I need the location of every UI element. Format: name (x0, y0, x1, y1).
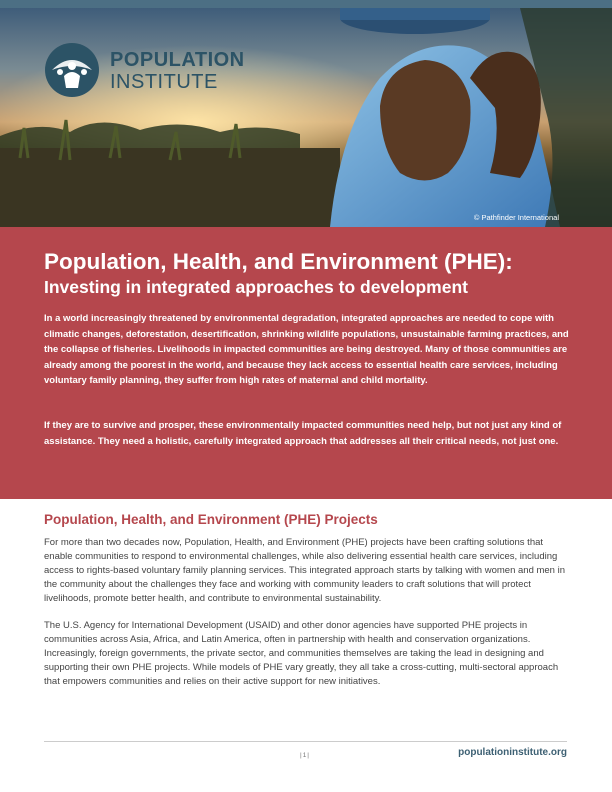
footer-divider (44, 741, 567, 742)
top-color-strip (0, 0, 612, 8)
logo-text-institute: INSTITUTE (110, 71, 218, 93)
intro-paragraph-1: In a world increasingly threatened by environmental degradation, integrated approaches are needed to cope with climatic changes, deforestation, desertification, shrinking wildlife populations, unsustainable farming practices, and the collapse of fisheries. Livelihoods in impacted communities are being destroyed. Many of those communities are already among the poorest in the world, and because they lack access to essential health care services, including voluntary family planning, they suffer from high rates of maternal and child mortality. (44, 313, 569, 387)
page-subtitle: Investing in integrated approaches to development (44, 277, 468, 297)
population-institute-logo-mark (44, 42, 100, 98)
footer-website-link[interactable]: populationinstitute.org (458, 747, 567, 758)
population-institute-logo[interactable] (44, 42, 264, 102)
section-heading: Population, Health, and Environment (PHE) Projects (44, 512, 378, 527)
body-paragraph-2: The U.S. Agency for International Development (USAID) and other donor agencies have supported PHE projects in communities across Asia, Africa, and Latin America, often in partnership with health and conservation organizations. Increasingly, foreign governments, the private sector, and communities themselves are taking the lead in designing and supporting their own PHE projects. While models of PHE vary greatly, they all take a cross-cutting, multi-sectoral approach that empowers communities and relies on their active support for new initiatives. (44, 620, 559, 687)
page-number: |1| (300, 752, 310, 759)
intro-paragraph-2: If they are to survive and prosper, these environmentally impacted communities need help, but not just any kind of assistance. They need a holistic, carefully integrated approach that addresses all their critical needs, not just one. (44, 420, 562, 447)
photo-credit: © Pathfinder International (473, 213, 559, 222)
hero-photo-illustration (0, 8, 612, 227)
hero-photo (0, 8, 612, 227)
page-title: Population, Health, and Environment (PHE): (44, 249, 513, 274)
body-paragraph-1: For more than two decades now, Population, Health, and Environment (PHE) projects have been crafting solutions that enable communities to respond to environmental challenges, while also delivering essential health care services, including access to rights-based voluntary family planning services. This integrated approach starts by talking with women and men in the community about the challenges they face and working with community leaders to craft solutions that will protect livelihoods, promote better health, and contribute to environmental sustainability. (44, 537, 566, 604)
logo-text-population: POPULATION (110, 49, 245, 71)
